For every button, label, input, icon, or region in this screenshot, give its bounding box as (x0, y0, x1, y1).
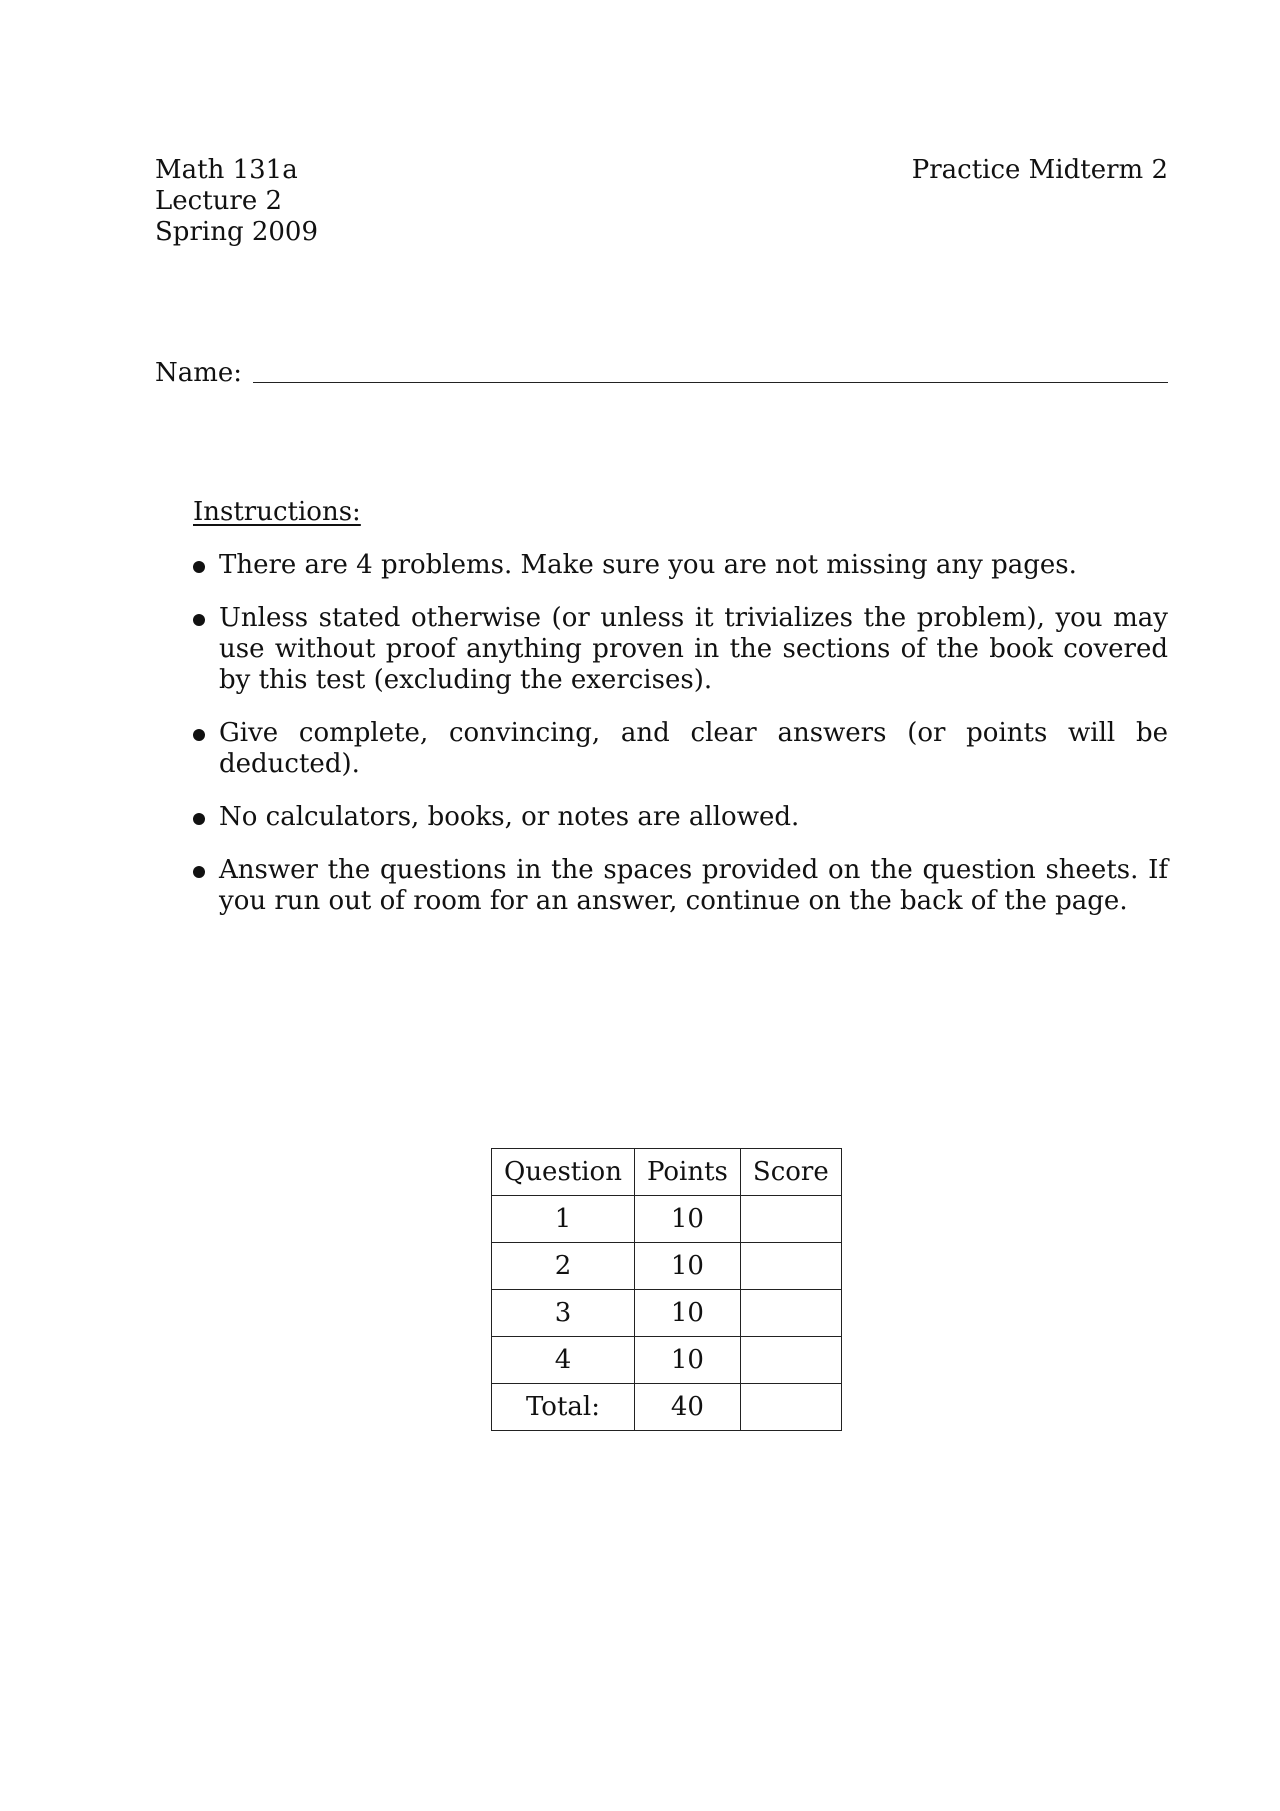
total-label-cell: Total: (492, 1384, 635, 1431)
bullet-icon (193, 561, 205, 573)
header-points: Points (634, 1149, 740, 1196)
question-cell: 3 (492, 1290, 635, 1337)
bullet-icon (193, 813, 205, 825)
instructions-list (193, 550, 1168, 917)
points-cell: 10 (634, 1337, 740, 1384)
list-item (193, 718, 1168, 780)
table-row-total (492, 1384, 842, 1431)
table-row (492, 1337, 842, 1384)
score-cell[interactable] (740, 1337, 841, 1384)
score-table (491, 1148, 842, 1431)
exam-title: Practice Midterm 2 (911, 155, 1168, 185)
table-row (492, 1290, 842, 1337)
instruction-text: Give complete, convincing, and clear answers (or points will be deducted). (219, 718, 1168, 779)
table-row (492, 1196, 842, 1243)
points-cell: 10 (634, 1243, 740, 1290)
score-cell[interactable] (740, 1290, 841, 1337)
instructions-section (193, 497, 1168, 939)
instructions-title: Instructions: (193, 497, 361, 527)
table-header-row (492, 1149, 842, 1196)
points-cell: 10 (634, 1290, 740, 1337)
header-score: Score (740, 1149, 841, 1196)
list-item (193, 550, 1168, 581)
bullet-icon (193, 729, 205, 741)
table-row (492, 1243, 842, 1290)
question-cell: 1 (492, 1196, 635, 1243)
question-cell: 2 (492, 1243, 635, 1290)
course-info (155, 155, 318, 248)
question-cell: 4 (492, 1337, 635, 1384)
name-label: Name: (155, 358, 243, 388)
bullet-icon (193, 614, 205, 626)
instruction-text: Unless stated otherwise (or unless it trivializes the problem), you may use without proof anything proven in the sections of the book covered by this test (excluding the exercises). (219, 603, 1168, 695)
score-cell[interactable] (740, 1196, 841, 1243)
lecture-number: Lecture 2 (155, 186, 283, 216)
bullet-icon (193, 866, 205, 878)
total-score-cell[interactable] (740, 1384, 841, 1431)
term: Spring 2009 (155, 217, 319, 247)
list-item (193, 855, 1168, 917)
name-field (155, 358, 1168, 398)
list-item (193, 603, 1168, 696)
course-name: Math 131a (155, 155, 298, 185)
instruction-text: There are 4 problems. Make sure you are not missing any pages. (219, 550, 1077, 580)
header-question: Question (492, 1149, 635, 1196)
instruction-text: Answer the questions in the spaces provided on the question sheets. If you run out of room for an answer, continue on the back of the page. (219, 855, 1168, 916)
name-write-line[interactable] (253, 382, 1168, 383)
score-cell[interactable] (740, 1243, 841, 1290)
total-points-cell: 40 (634, 1384, 740, 1431)
instruction-text: No calculators, books, or notes are allowed. (219, 802, 800, 832)
list-item (193, 802, 1168, 833)
points-cell: 10 (634, 1196, 740, 1243)
